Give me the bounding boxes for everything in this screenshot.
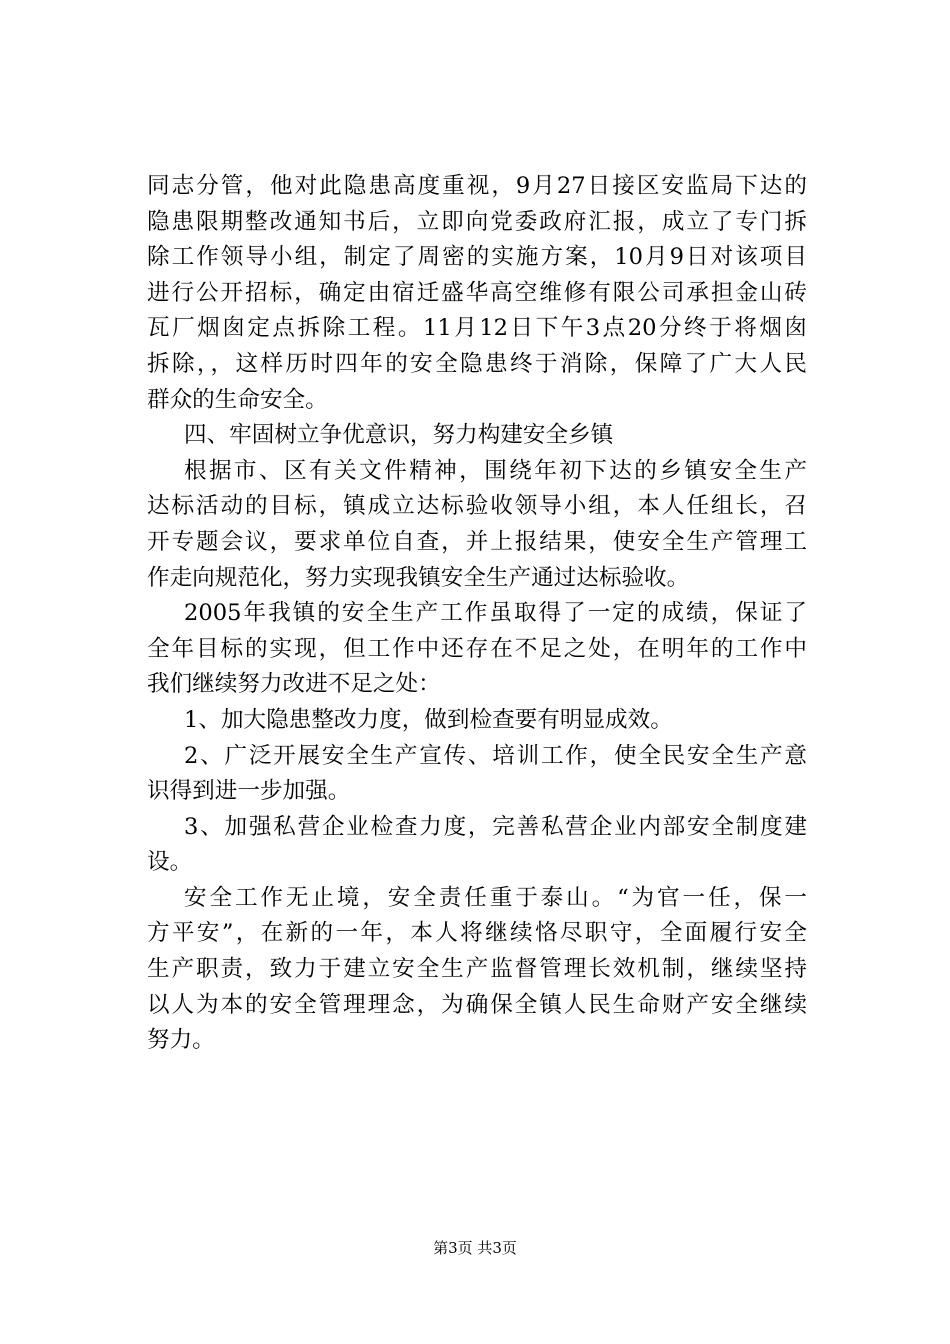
paragraph-line: 同志分管，他对此隐患高度重视，9月27日接区安监局下达的 bbox=[147, 173, 807, 199]
list-item-continuation: 设。 bbox=[147, 849, 193, 876]
section-heading: 四、牢固树立争优意识，努力构建安全乡镇 bbox=[184, 422, 614, 449]
paragraph-line: 群众的生命安全。 bbox=[147, 386, 328, 413]
paragraph-line: 我们继续努力改进不足之处： bbox=[147, 671, 441, 698]
paragraph-line: 全年目标的实现，但工作中还存在不足之处，在明年的工作中 bbox=[147, 635, 807, 662]
paragraph-line: 方平安”，在新的一年，本人将继续恪尽职守，全面履行安全 bbox=[147, 920, 807, 947]
list-item: 3、加强私营企业检查力度，完善私营企业内部安全制度建 bbox=[184, 813, 807, 840]
paragraph-line: 达标活动的目标，镇成立达标验收领导小组，本人任组长，召 bbox=[147, 493, 807, 520]
page-number-footer: 第3页 共3页 bbox=[433, 1239, 517, 1257]
paragraph-line: 以人为本的安全管理理念，为确保全镇人民生命财产安全继续 bbox=[147, 991, 807, 1018]
document-body bbox=[147, 169, 807, 1059]
paragraph-line: 除工作领导小组，制定了周密的实施方案，10月9日对该项目 bbox=[147, 244, 807, 271]
paragraph-line: 努力。 bbox=[147, 1027, 215, 1054]
paragraph-line: 生产职责，致力于建立安全生产监督管理长效机制，继续坚持 bbox=[147, 956, 807, 983]
paragraph-line: 拆除，，这样历时四年的安全隐患终于消除，保障了广大人民 bbox=[147, 350, 807, 377]
list-item: 2、广泛开展安全生产宣传、培训工作，使全民安全生产意 bbox=[184, 742, 807, 769]
list-item-continuation: 识得到进一步加强。 bbox=[147, 778, 351, 805]
paragraph-line: 开专题会议，要求单位自查，并上报结果，使安全生产管理工 bbox=[147, 528, 807, 555]
paragraph-line: 2005年我镇的安全生产工作虽取得了一定的成绩，保证了 bbox=[184, 600, 807, 627]
paragraph-line: 作走向规范化，努力实现我镇安全生产通过达标验收。 bbox=[147, 564, 690, 591]
paragraph-line: 根据市、区有关文件精神，围绕年初下达的乡镇安全生产 bbox=[184, 457, 807, 484]
paragraph-line: 瓦厂烟囱定点拆除工程。11月12日下午3点20分终于将烟囱 bbox=[147, 315, 807, 342]
list-item: 1、加大隐患整改力度，做到检查要有明显成效。 bbox=[184, 706, 673, 733]
paragraph-line: 安全工作无止境，安全责任重于泰山。“为官一任，保一 bbox=[184, 884, 807, 911]
paragraph-line: 隐患限期整改通知书后，立即向党委政府汇报，成立了专门拆 bbox=[147, 208, 807, 235]
paragraph-line: 进行公开招标，确定由宿迁盛华高空维修有限公司承担金山砖 bbox=[147, 279, 807, 306]
